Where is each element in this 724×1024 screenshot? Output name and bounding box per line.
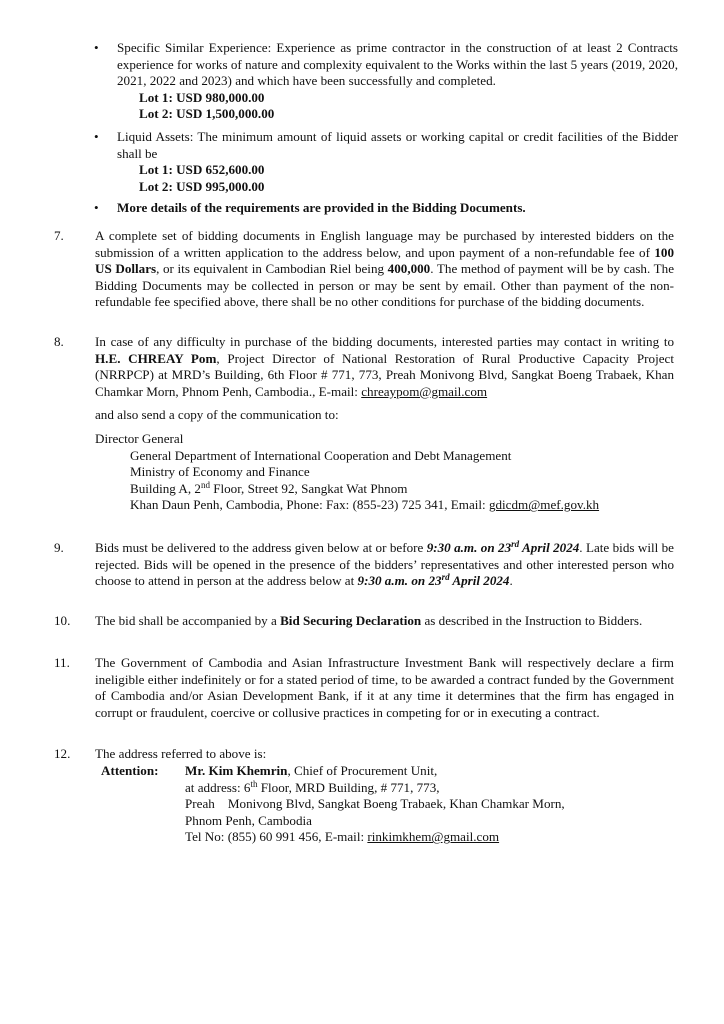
paragraph-11-text: The Government of Cambodia and Asian Infrastructure Investment Bank will respectively declare a firm ineligible either indefinitely or for a stated period of time, to be awarded a contract funded by the Government of Cambodia and/or Asian Development Bank, if it at any time it determines that the firm has engaged in corrupt or fraudulent, coercive or collusive practices in competing for or in executing a contract. [95,655,674,720]
address-line [185,829,675,846]
attention-block [95,763,675,846]
bullet-symbol: • [94,129,99,144]
paragraph-8 [54,334,674,400]
address-line: Phnom Penh, Cambodia [185,812,312,828]
superscript: th [250,778,258,789]
address-line [130,497,675,514]
text-run: as described in the Instruction to Bidders. [421,613,643,628]
address-line: General Department of International Cooperation and Debt Management [130,447,512,463]
deadline-date [427,540,580,555]
address-title: Director General [95,431,184,446]
liquid-assets-text: Liquid Assets: The minimum amount of liquid assets or working capital or credit facilities of the Bidder shall be [117,129,678,161]
bullet-similar-experience [94,40,678,123]
gdicdm-email-link[interactable]: gdicdm@mef.gov.kh [488,497,600,513]
attention-row [95,763,675,780]
bullet-more-details [94,200,678,217]
text-run: at address: 6 [185,779,251,795]
paragraph-number: 12. [54,746,71,761]
paragraph-7 [54,228,674,311]
text-run: A complete set of bidding documents in English language may be purchased by interested bidders on the submission of a written application to the address below, and upon payment of a non-refundable fee of [95,228,674,260]
text-run: In case of any difficulty in purchase of the bidding documents, interested parties may contact in writing to [95,334,674,349]
bullet-symbol: • [94,40,99,55]
paragraph-9-text [95,540,674,590]
bullet-liquid-assets [94,129,678,195]
paragraph-9 [54,540,674,590]
contact-name: H.E. CHREAY Pom [95,350,217,366]
text-run: Floor, MRD Building, # 771, 773, [257,779,440,795]
paragraph-7-text [95,228,674,311]
fee-amount: 100 US Dollars [95,244,674,277]
bid-securing-declaration: Bid Securing Declaration [280,613,422,628]
paragraph-number: 10. [54,613,71,628]
attention-name-line [185,763,675,780]
text-run: . [509,573,513,589]
paragraph-number: 9. [54,540,64,555]
text-run: Tel No: (855) 60 991 456, E-mail: [185,829,368,845]
paragraph-number: 8. [54,334,64,349]
text-run: , Chief of Procurement Unit, [287,763,438,778]
text-run: Floor, Street 92, Sangkat Wat Phnom [209,480,408,496]
similar-experience-text: Specific Similar Experience: Experience as prime contractor in the construction of at least 2 Contracts experience for works of nature and complexity equivalent to the Works within the last 5 years (2019, 2020, 2021, 2022 and 2023) and which have been successfully and completed. [117,40,678,89]
text-run: 9:30 a.m. on 23 [426,540,512,555]
text-run: Bids must be delivered to the address given below at or before [95,540,427,555]
paragraph-8-text [95,334,674,400]
opening-date [357,572,513,589]
text-run: April 2024 [449,573,510,589]
director-general-address [95,431,675,514]
paragraph-12-intro: The address referred to above is: [95,746,267,761]
text-run: The bid shall be accompanied by a [95,613,281,628]
copy-instruction: and also send a copy of the communication to: [95,407,339,422]
text-run: , Project Director of National Restoration of Rural Productive Capacity Project (NRRPCP) at MRD’s Building, 6th Floor # 771, 773, Preah Monivong Blvd, Sangkat Boeng Trabaek, Khan Chamkar Morn, Phnom Penh, Cambodia., E-mail: [95,350,674,399]
paragraph-10 [54,613,674,630]
paragraph-number: 7. [54,228,64,243]
superscript: rd [511,539,520,549]
attention-label: Attention: [101,763,159,778]
text-run: Building A, 2 [130,480,201,496]
bullet-symbol: • [94,200,99,215]
procurement-email-link[interactable]: rinkimkhem@gmail.com [367,829,500,845]
paragraph-number: 11. [54,655,70,670]
text-run: . Late bids will be rejected. Bids will be opened in the presence of the bidders’ representatives and other interested person who choose to attend in person at the address below at [95,540,674,589]
contact-email-link[interactable]: chreaypom@gmail.com [361,383,488,399]
experience-lot-1: Lot 1: USD 980,000.00 [139,89,265,105]
experience-lot-2: Lot 2: USD 1,500,000.00 [139,106,275,122]
address-line [185,780,675,797]
address-line: Ministry of Economy and Finance [130,464,310,480]
paragraph-10-text [95,613,674,630]
liquid-lot-1: Lot 1: USD 652,600.00 [139,162,265,178]
text-run: . The method of payment will be by cash. The Bidding Documents may be collected in person or may be sent by email. Other than payment of the non-refundable fee specified above, there shall be no other conditions for purchase of the bidding documents. [95,261,675,310]
superscript: rd [441,572,450,583]
superscript: nd [200,479,210,490]
procurement-chief-name: Mr. Kim Khemrin [185,763,288,778]
text-run: 9:30 a.m. on 23 [357,573,442,589]
paragraph-11 [54,655,674,721]
address-line [130,481,675,498]
more-details-text: More details of the requirements are provided in the Bidding Documents. [117,200,526,215]
text-run: April 2024 [519,540,580,555]
liquid-lot-2: Lot 2: USD 995,000.00 [139,178,265,194]
text-run: , or its equivalent in Cambodian Riel being [156,261,388,277]
text-run: Khan Daun Penh, Cambodia, Phone: Fax: (855-23) 725 341, Email: [130,497,489,513]
riel-amount: 400,000 [387,261,431,277]
address-line: Preah Monivong Blvd, Sangkat Boeng Trabaek, Khan Chamkar Morn, [185,796,565,812]
paragraph-12 [54,746,674,763]
